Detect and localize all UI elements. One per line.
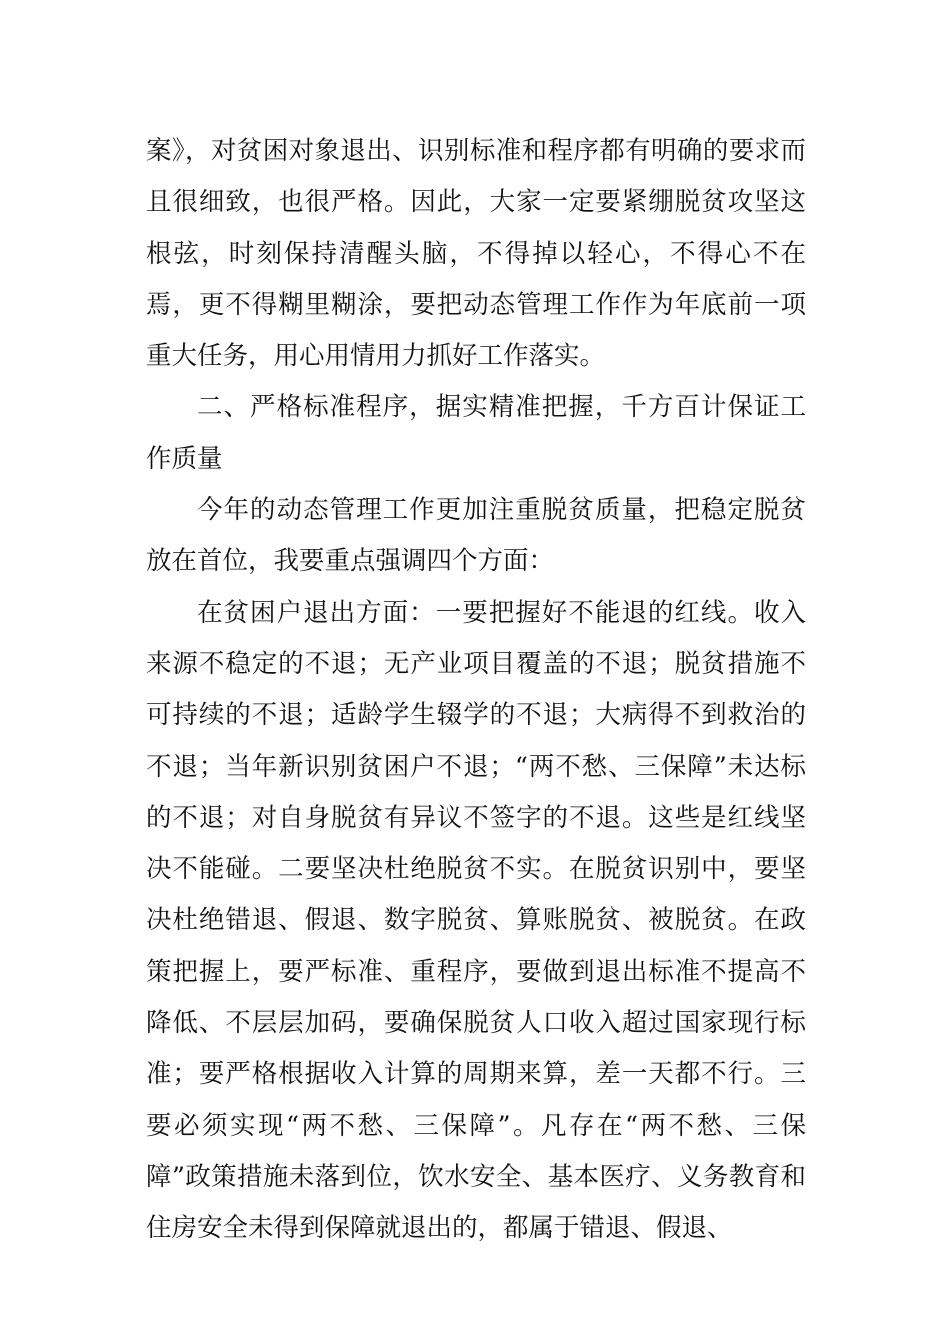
paragraph-continuation: 案》，对贫困对象退出、识别标准和程序都有明确的要求而且很细致，也很严格。因此，大家一定要紧绷脱贫攻坚这根弦，时刻保持清醒头脑，不得掉以轻心，不得心不在焉，更不得糊里糊涂，要把动态管理工作作为年底前一项重大任务，用心用情用力抓好工作落实。 bbox=[146, 136, 806, 372]
paragraph-intro: 今年的动态管理工作更加注重脱贫质量，把稳定脱贫放在首位，我要重点强调四个方面： bbox=[146, 495, 806, 577]
section-heading: 二、严格标准程序，据实精准把握，千方百计保证工作质量 bbox=[146, 392, 806, 474]
document-body bbox=[146, 126, 806, 1255]
paragraph-exit-requirements: 在贫困户退出方面：一要把握好不能退的红线。收入来源不稳定的不退；无产业项目覆盖的不退；脱贫措施不可持续的不退；适龄学生辍学的不退；大病得不到救治的不退；当年新识别贫困户不退；“两不愁、三保障”未达标的不退；对自身脱贫有异议不签字的不退。这些是红线坚决不能碰。二要坚决杜绝脱贫不实。在脱贫识别中，要坚决杜绝错退、假退、数字脱贫、算账脱贫、被脱贫。在政策把握上，要严标准、重程序，要做到退出标准不提高不降低、不层层加码，要确保脱贫人口收入超过国家现行标准；要严格根据收入计算的周期来算，差一天都不行。三要必须实现“两不愁、三保障”。凡存在“两不愁、三保障”政策措施未落到位，饮水安全、基本医疗、义务教育和住房安全未得到保障就退出的，都属于错退、假退、 bbox=[146, 597, 806, 1244]
